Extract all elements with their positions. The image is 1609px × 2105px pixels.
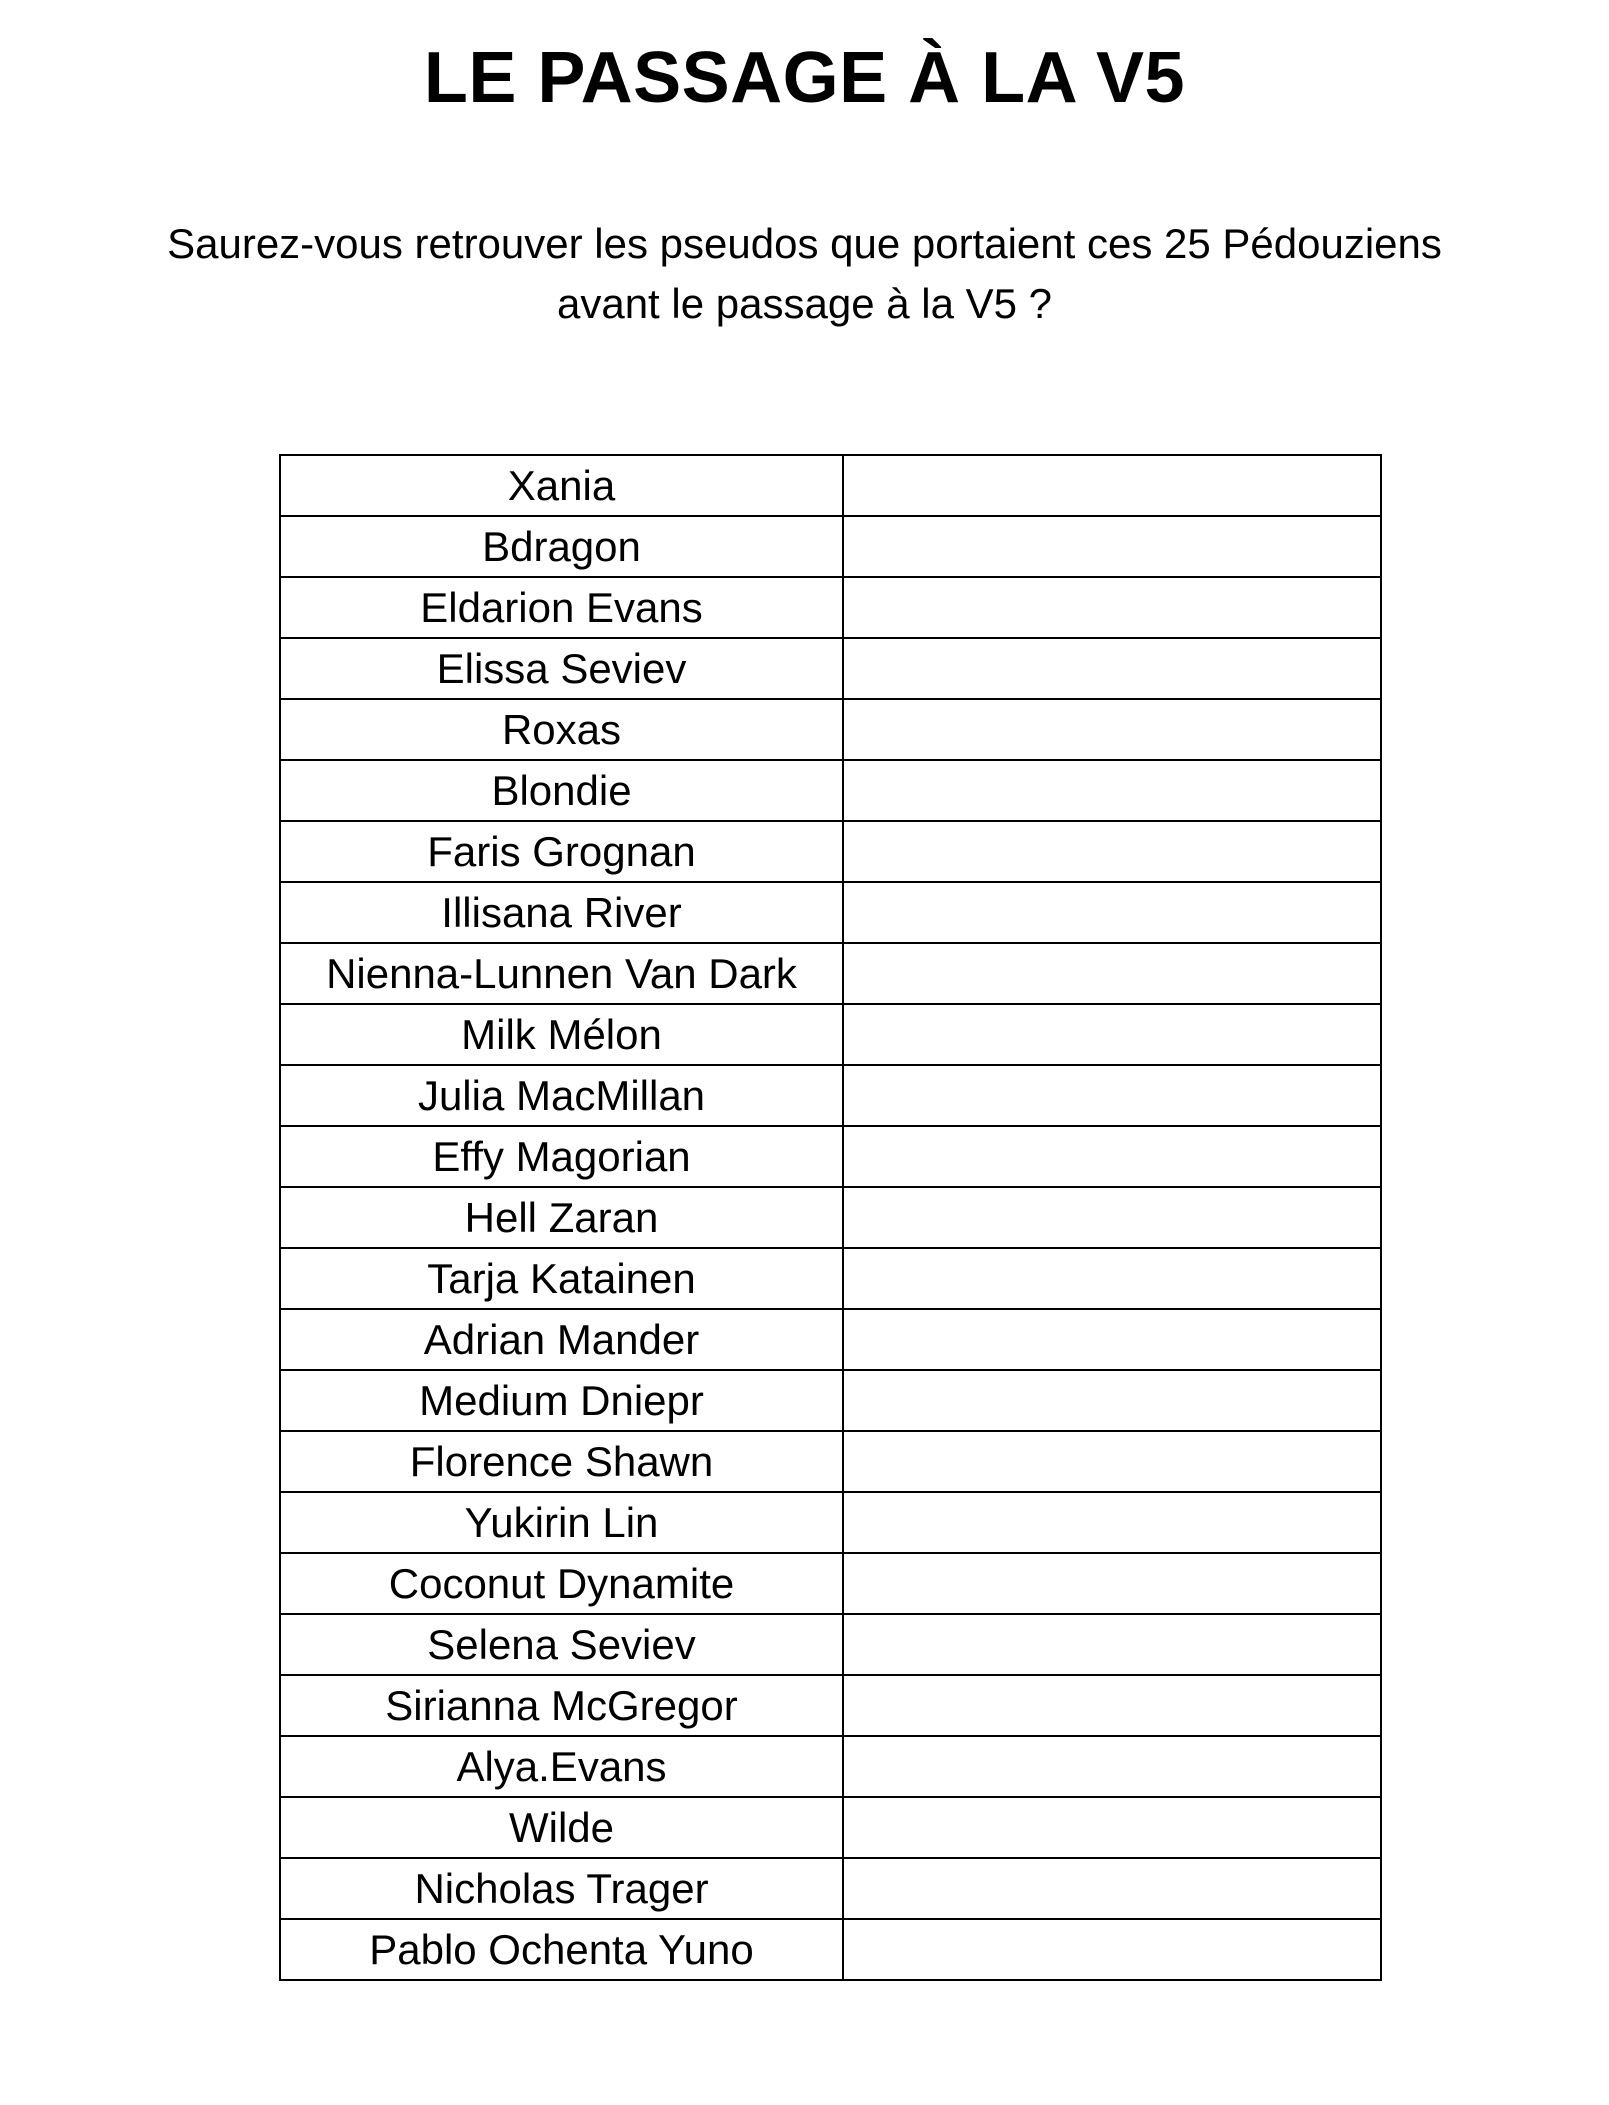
- old-pseudo-answer-cell[interactable]: [843, 516, 1381, 577]
- pseudo-table-body: [280, 455, 1381, 1980]
- table-row: [280, 699, 1381, 760]
- current-pseudo-cell: Pablo Ochenta Yuno: [280, 1919, 843, 1980]
- old-pseudo-answer-cell[interactable]: [843, 1553, 1381, 1614]
- old-pseudo-answer-cell[interactable]: [843, 1004, 1381, 1065]
- old-pseudo-answer-cell[interactable]: [843, 1614, 1381, 1675]
- current-pseudo-cell: Illisana River: [280, 882, 843, 943]
- table-row: [280, 882, 1381, 943]
- current-pseudo-cell: Florence Shawn: [280, 1431, 843, 1492]
- old-pseudo-answer-cell[interactable]: [843, 1858, 1381, 1919]
- table-row: [280, 516, 1381, 577]
- current-pseudo-cell: Wilde: [280, 1797, 843, 1858]
- table-row: [280, 1431, 1381, 1492]
- old-pseudo-answer-cell[interactable]: [843, 1736, 1381, 1797]
- current-pseudo-cell: Nicholas Trager: [280, 1858, 843, 1919]
- table-row: [280, 1126, 1381, 1187]
- table-row: [280, 1797, 1381, 1858]
- old-pseudo-answer-cell[interactable]: [843, 882, 1381, 943]
- table-row: [280, 1736, 1381, 1797]
- table-row: [280, 1492, 1381, 1553]
- old-pseudo-answer-cell[interactable]: [843, 1309, 1381, 1370]
- current-pseudo-cell: Faris Grognan: [280, 821, 843, 882]
- table-row: [280, 638, 1381, 699]
- current-pseudo-cell: Adrian Mander: [280, 1309, 843, 1370]
- table-row: [280, 1370, 1381, 1431]
- current-pseudo-cell: Eldarion Evans: [280, 577, 843, 638]
- old-pseudo-answer-cell[interactable]: [843, 1126, 1381, 1187]
- old-pseudo-answer-cell[interactable]: [843, 1187, 1381, 1248]
- current-pseudo-cell: Blondie: [280, 760, 843, 821]
- old-pseudo-answer-cell[interactable]: [843, 1370, 1381, 1431]
- current-pseudo-cell: Coconut Dynamite: [280, 1553, 843, 1614]
- old-pseudo-answer-cell[interactable]: [843, 1065, 1381, 1126]
- old-pseudo-answer-cell[interactable]: [843, 638, 1381, 699]
- current-pseudo-cell: Medium Dniepr: [280, 1370, 843, 1431]
- table-row: [280, 1187, 1381, 1248]
- old-pseudo-answer-cell[interactable]: [843, 577, 1381, 638]
- old-pseudo-answer-cell[interactable]: [843, 455, 1381, 516]
- table-row: [280, 943, 1381, 1004]
- current-pseudo-cell: Yukirin Lin: [280, 1492, 843, 1553]
- current-pseudo-cell: Milk Mélon: [280, 1004, 843, 1065]
- table-row: [280, 1248, 1381, 1309]
- table-row: [280, 1614, 1381, 1675]
- table-row: [280, 1309, 1381, 1370]
- current-pseudo-cell: Sirianna McGregor: [280, 1675, 843, 1736]
- old-pseudo-answer-cell[interactable]: [843, 1675, 1381, 1736]
- old-pseudo-answer-cell[interactable]: [843, 1248, 1381, 1309]
- current-pseudo-cell: Julia MacMillan: [280, 1065, 843, 1126]
- table-row: [280, 760, 1381, 821]
- table-row: [280, 1004, 1381, 1065]
- old-pseudo-answer-cell[interactable]: [843, 699, 1381, 760]
- table-row: [280, 1675, 1381, 1736]
- table-row: [280, 455, 1381, 516]
- table-row: [280, 1065, 1381, 1126]
- current-pseudo-cell: Hell Zaran: [280, 1187, 843, 1248]
- table-row: [280, 1553, 1381, 1614]
- old-pseudo-answer-cell[interactable]: [843, 1919, 1381, 1980]
- old-pseudo-answer-cell[interactable]: [843, 821, 1381, 882]
- table-row: [280, 1858, 1381, 1919]
- page-title: LE PASSAGE À LA V5: [423, 38, 1186, 118]
- table-row: [280, 577, 1381, 638]
- pseudo-table: [279, 454, 1382, 1981]
- old-pseudo-answer-cell[interactable]: [843, 943, 1381, 1004]
- current-pseudo-cell: Tarja Katainen: [280, 1248, 843, 1309]
- old-pseudo-answer-cell[interactable]: [843, 1797, 1381, 1858]
- current-pseudo-cell: Effy Magorian: [280, 1126, 843, 1187]
- table-row: [280, 821, 1381, 882]
- old-pseudo-answer-cell[interactable]: [843, 1431, 1381, 1492]
- current-pseudo-cell: Xania: [280, 455, 843, 516]
- table-row: [280, 1919, 1381, 1980]
- current-pseudo-cell: Bdragon: [280, 516, 843, 577]
- current-pseudo-cell: Roxas: [280, 699, 843, 760]
- old-pseudo-answer-cell[interactable]: [843, 760, 1381, 821]
- current-pseudo-cell: Selena Seviev: [280, 1614, 843, 1675]
- current-pseudo-cell: Elissa Seviev: [280, 638, 843, 699]
- current-pseudo-cell: Nienna-Lunnen Van Dark: [280, 943, 843, 1004]
- current-pseudo-cell: Alya.Evans: [280, 1736, 843, 1797]
- instructions-text: Saurez-vous retrouver les pseudos que portaient ces 25 Pédouziens avant le passage à la V5 ?: [167, 220, 1442, 327]
- old-pseudo-answer-cell[interactable]: [843, 1492, 1381, 1553]
